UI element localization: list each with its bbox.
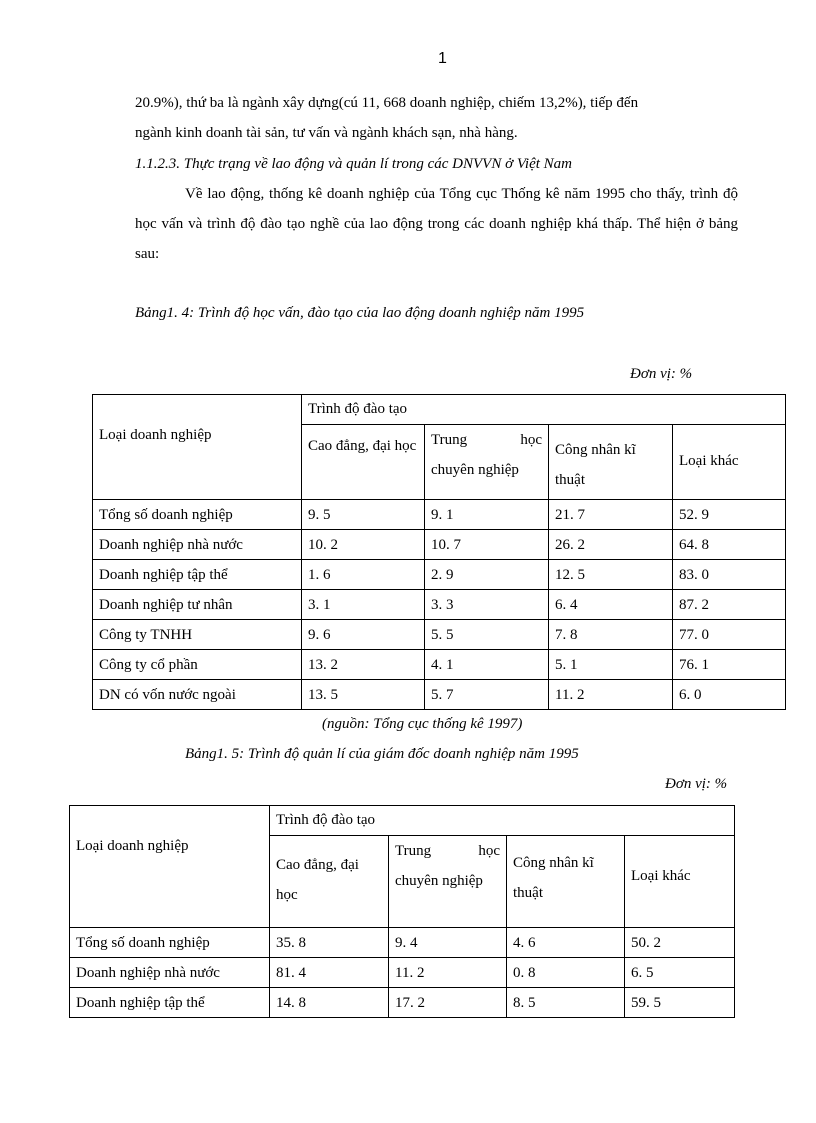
table-cell: 5. 7 [425, 680, 549, 710]
table2-header-col2: Trung học chuyên nghiệp [389, 836, 507, 928]
table-cell: 64. 8 [673, 530, 786, 560]
table-cell: 4. 6 [507, 928, 625, 958]
table1-header-col1: Cao đẳng, đại học [302, 425, 425, 500]
table2-header-group: Trình độ đào tạo [270, 806, 735, 836]
table-cell: 83. 0 [673, 560, 786, 590]
row-label: Công ty cổ phần [93, 650, 302, 680]
table-cell: 3. 3 [425, 590, 549, 620]
table-cell: 87. 2 [673, 590, 786, 620]
table1-header-col2: Trung học chuyên nghiệp [425, 425, 549, 500]
table2-header-col1: Cao đẳng, đại học [270, 836, 389, 928]
table-cell: 13. 2 [302, 650, 425, 680]
table-row [93, 500, 786, 530]
table-cell: 9. 1 [425, 500, 549, 530]
table-cell: 50. 2 [625, 928, 735, 958]
table-row [93, 620, 786, 650]
table-cell: 9. 6 [302, 620, 425, 650]
table1-header-type: Loại doanh nghiệp [93, 395, 302, 500]
table-cell: 10. 7 [425, 530, 549, 560]
page-number: 1 [438, 50, 447, 67]
table-cell: 4. 1 [425, 650, 549, 680]
table-row [93, 680, 786, 710]
intro-line-1: 20.9%), thứ ba là ngành xây dựng(cú 11, 668 doanh nghiệp, chiếm 13,2%), tiếp đến [135, 95, 639, 111]
table-cell: 0. 8 [507, 958, 625, 988]
table-cell: 9. 4 [389, 928, 507, 958]
table2-caption: Bảng1. 5: Trình độ quản lí của giám đốc doanh nghiệp năm 1995 [185, 746, 579, 762]
table-row [93, 590, 786, 620]
table-cell: 81. 4 [270, 958, 389, 988]
table-cell: 35. 8 [270, 928, 389, 958]
table2-header-col4: Loại khác [625, 836, 735, 928]
table-cell: 17. 2 [389, 988, 507, 1018]
row-label: Doanh nghiệp nhà nước [93, 530, 302, 560]
table1-header-group: Trình độ đào tạo [302, 395, 786, 425]
table-row [70, 958, 735, 988]
table1-unit: Đơn vị: % [630, 366, 693, 382]
table-cell: 14. 8 [270, 988, 389, 1018]
table-cell: 13. 5 [302, 680, 425, 710]
row-label: Doanh nghiệp tập thể [93, 560, 302, 590]
table1-caption: Bảng1. 4: Trình độ học vấn, đào tạo của lao động doanh nghiệp năm 1995 [135, 305, 585, 321]
table-cell: 3. 1 [302, 590, 425, 620]
table-row [93, 530, 786, 560]
row-label: Tổng số doanh nghiệp [70, 928, 270, 958]
table-cell: 77. 0 [673, 620, 786, 650]
row-label: Tổng số doanh nghiệp [93, 500, 302, 530]
table2-header-type: Loại doanh nghiệp [70, 806, 270, 928]
row-label: Doanh nghiệp tập thể [70, 988, 270, 1018]
table-cell: 9. 5 [302, 500, 425, 530]
table2-unit: Đơn vị: % [665, 776, 728, 792]
table-row [70, 988, 735, 1018]
table1 [92, 394, 786, 710]
row-label: DN có vốn nước ngoài [93, 680, 302, 710]
table-cell: 8. 5 [507, 988, 625, 1018]
table-cell: 5. 1 [549, 650, 673, 680]
intro-paragraph: Về lao động, thống kê doanh nghiệp của Tổng cục Thống kê năm 1995 cho thấy, trình độ học vấn và trình độ đào tạo nghề của lao động trong các doanh nghiệp khá thấp. Thể hiện ở bảng sau: [135, 186, 738, 262]
table1-header-col3: Công nhân kĩ thuật [549, 425, 673, 500]
row-label: Công ty TNHH [93, 620, 302, 650]
table-row [70, 928, 735, 958]
row-label: Doanh nghiệp nhà nước [70, 958, 270, 988]
table-cell: 2. 9 [425, 560, 549, 590]
table-cell: 5. 5 [425, 620, 549, 650]
table-cell: 21. 7 [549, 500, 673, 530]
table-cell: 52. 9 [673, 500, 786, 530]
table-cell: 76. 1 [673, 650, 786, 680]
table-cell: 26. 2 [549, 530, 673, 560]
table-row [93, 650, 786, 680]
intro-line-2: ngành kinh doanh tài sản, tư vấn và ngành khách sạn, nhà hàng. [135, 125, 518, 141]
table-cell: 7. 8 [549, 620, 673, 650]
table-cell: 1. 6 [302, 560, 425, 590]
table-cell: 12. 5 [549, 560, 673, 590]
table-cell: 6. 5 [625, 958, 735, 988]
table1-header-col4: Loại khác [673, 425, 786, 500]
table2-header-col3: Công nhân kĩ thuật [507, 836, 625, 928]
table-cell: 11. 2 [549, 680, 673, 710]
table-cell: 6. 0 [673, 680, 786, 710]
table2 [69, 805, 735, 1018]
table-cell: 59. 5 [625, 988, 735, 1018]
table-cell: 6. 4 [549, 590, 673, 620]
section-heading: 1.1.2.3. Thực trạng về lao động và quản lí trong các DNVVN ở Việt Nam [135, 156, 572, 172]
table-cell: 11. 2 [389, 958, 507, 988]
table1-source: (nguồn: Tổng cục thống kê 1997) [322, 716, 523, 732]
table-row [93, 560, 786, 590]
row-label: Doanh nghiệp tư nhân [93, 590, 302, 620]
table-cell: 10. 2 [302, 530, 425, 560]
